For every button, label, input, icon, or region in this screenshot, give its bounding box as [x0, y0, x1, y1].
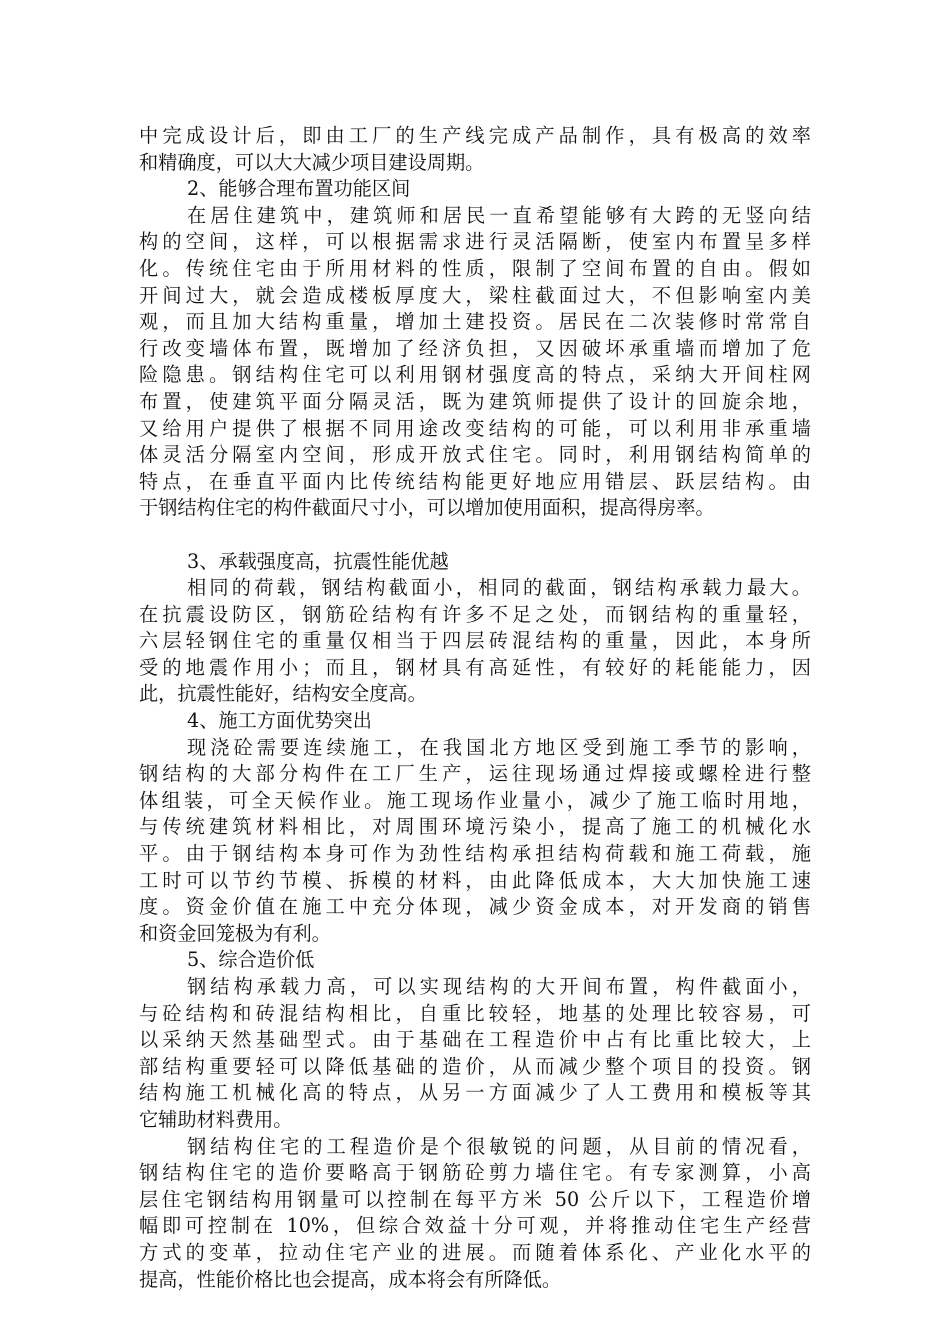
text-line: 5、综合造价低: [187, 948, 315, 972]
text-line: 构的空间，这样，可以根据需求进行灵活隔断，使室内布置呈多样: [139, 230, 811, 254]
text-line: 布置，使建筑平面分隔灵活，既为建筑师提供了设计的回旋余地，: [139, 389, 811, 413]
paragraph-gap: [139, 522, 811, 549]
paragraph: [139, 575, 811, 708]
section-heading: [139, 947, 811, 974]
text-line: 以采纳天然基础型式。由于基础在工程造价中占有比重比较大，上: [139, 1028, 811, 1052]
text-line: 中完成设计后，即由工厂的生产线完成产品制作，具有极高的效率: [139, 124, 811, 147]
text-line: 于钢结构住宅的构件截面尺寸小，可以增加使用面积，提高得房率。: [139, 496, 715, 520]
section-heading: [139, 549, 811, 576]
text-line: 3、承载强度高，抗震性能优越: [187, 549, 449, 573]
text-line: 提高，性能价格比也会提高，成本将会有所降低。: [139, 1267, 562, 1291]
text-line: 体灵活分隔室内空间，形成开放式住宅。同时，利用钢结构简单的: [139, 443, 811, 467]
text-line: 相同的荷载，钢结构截面小，相同的截面，钢结构承载力最大。: [187, 576, 811, 600]
text-line: 结构施工机械化高的特点，从另一方面减少了人工费用和模板等其: [139, 1081, 811, 1105]
text-line: 度。资金价值在施工中充分体现，减少资金成本，对开发商的销售: [139, 895, 811, 919]
text-line: 与砼结构和砖混结构相比，自重比较轻，地基的处理比较容易，可: [139, 1001, 811, 1025]
text-line: 此，抗震性能好，结构安全度高。: [139, 682, 427, 706]
text-line: 与传统建筑材料相比，对周围环境污染小，提高了施工的机械化水: [139, 815, 811, 839]
text-line: 钢结构的大部分构件在工厂生产，运往现场通过焊接或螺栓进行整: [139, 762, 811, 786]
text-line: 层住宅钢结构用钢量可以控制在每平方米 50 公斤以下，工程造价增: [139, 1187, 811, 1211]
paragraph: [139, 735, 811, 948]
text-line: 部结构重要轻可以降低基础的造价，从而减少整个项目的投资。钢: [139, 1054, 811, 1078]
text-line: 它辅助材料费用。: [139, 1107, 293, 1131]
text-line: 现浇砼需要连续施工，在我国北方地区受到施工季节的影响，: [187, 735, 811, 759]
text-line: 特点，在垂直平面内比传统结构能更好地应用错层、跃层结构。由: [139, 469, 811, 493]
text-line: 化。传统住宅由于所用材料的性质，限制了空间布置的自由。假如: [139, 256, 811, 280]
text-line: 体组装，可全天候作业。施工现场作业量小，减少了施工临时用地，: [139, 788, 811, 812]
text-line: 行改变墙体布置，既增加了经济负担，又因破坏承重墙而增加了危: [139, 336, 811, 360]
section-heading: [139, 176, 811, 203]
text-line: 方式的变革，拉动住宅产业的进展。而随着体系化、产业化水平的: [139, 1240, 811, 1264]
paragraph: [139, 123, 811, 176]
text-line: 险隐患。钢结构住宅可以利用钢材强度高的特点，采纳大开间柱网: [139, 363, 811, 387]
text-line: 平。由于钢结构本身可作为劲性结构承担结构荷载和施工荷载，施: [139, 842, 811, 866]
text-line: 钢结构住宅的工程造价是个很敏锐的问题，从目前的情况看，: [187, 1134, 811, 1158]
text-line: 和资金回笼极为有利。: [139, 921, 331, 945]
text-line: 受的地震作用小；而且，钢材具有高延性，有较好的耗能能力，因: [139, 655, 811, 679]
text-line: 在抗震设防区，钢筋砼结构有许多不足之处，而钢结构的重量轻，: [139, 602, 811, 626]
text-line: 和精确度，可以大大减少项目建设周期。: [139, 150, 485, 174]
text-line: 幅即可控制在 10%，但综合效益十分可观，并将推动住宅生产经营: [139, 1214, 811, 1238]
section-heading: [139, 708, 811, 735]
text-line: 又给用户提供了根据不同用途改变结构的可能，可以利用非承重墙: [139, 416, 811, 440]
text-line: 4、施工方面优势突出: [187, 709, 372, 733]
text-line: 开间过大，就会造成楼板厚度大，梁柱截面过大，不但影响室内美: [139, 283, 811, 307]
paragraph: [139, 974, 811, 1134]
text-line: 工时可以节约节模、拆模的材料，由此降低成本，大大加快施工速: [139, 868, 811, 892]
paragraph: [139, 203, 811, 522]
text-line: 2、能够合理布置功能区间: [187, 177, 411, 201]
text-line: 在居住建筑中，建筑师和居民一直希望能够有大跨的无竖向结: [187, 203, 811, 227]
text-line: 钢结构住宅的造价要略高于钢筋砼剪力墙住宅。有专家测算，小高: [139, 1161, 811, 1185]
document-page: [139, 123, 811, 1293]
text-line: 六层轻钢住宅的重量仅相当于四层砖混结构的重量，因此，本身所: [139, 629, 811, 653]
text-line: 观，而且加大结构重量，增加土建投资。居民在二次装修时常常自: [139, 310, 811, 334]
paragraph: [139, 1134, 811, 1294]
text-line: 钢结构承载力高，可以实现结构的大开间布置，构件截面小，: [187, 975, 811, 998]
